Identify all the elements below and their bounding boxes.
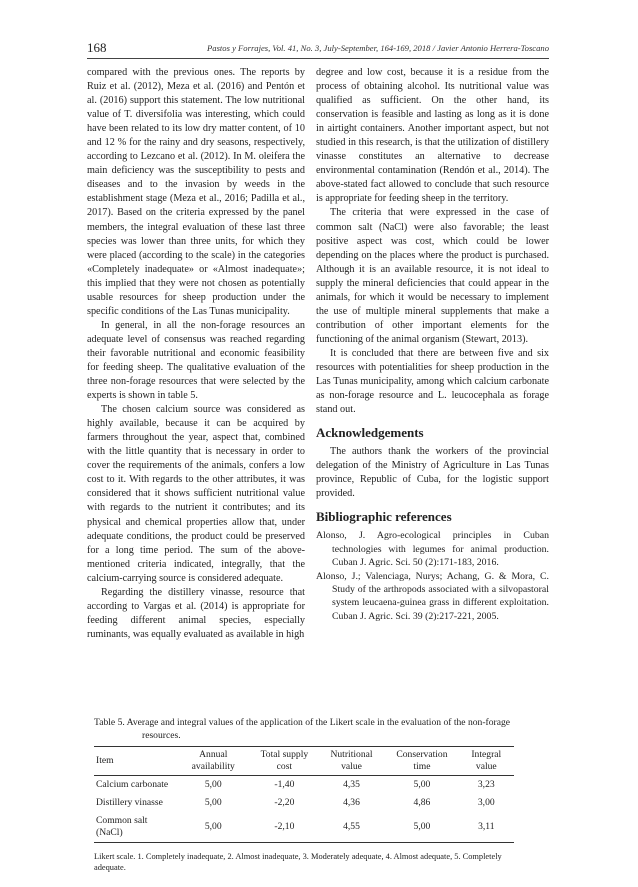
paragraph: degree and low cost, because it is a residue from the process of obtaining alcohol. Its nutritional value was qualified as sufficient. On the other hand, its conservation is feasible and lasting as long as it is done in airtight containers. Another important aspect, but not studied in this research, is that the utilization of distillery vinasse constitutes an alternative to decrease environmental contamination (Rendón et al., 2014). The above-stated fact allowed to conclude that such resource is appropriate for feeding sheep in the territory. (316, 67, 549, 205)
table-cell: 4,55 (343, 821, 360, 832)
table-cell: 3,23 (477, 779, 495, 790)
likert-table (94, 746, 514, 843)
table-cell: 4,86 (413, 797, 431, 808)
column-header: Conservation time (396, 749, 448, 772)
reference-item: Alonso, J. Agro-ecological principles in Cuban technologies with legumes for animal production. Cuban J. Agric. Sci. 50 (2):171-183, 2016. (316, 530, 549, 569)
column-header: Integral value (471, 749, 502, 772)
table-row (94, 776, 514, 795)
table-cell: Calcium carbonate (96, 779, 169, 790)
header-rule (87, 58, 549, 59)
paragraph: Regarding the distillery vinasse, resource that according to Vargas et al. (2014) is appropriate for feeding different animal species, especially ruminants, was equally evaluated as available in high (87, 586, 305, 640)
column-header: Nutritional value (330, 749, 373, 772)
table-cell: 4,35 (343, 779, 360, 790)
column-header: Total supply cost (260, 749, 309, 772)
table-cell: 5,00 (204, 797, 222, 808)
column-header: Item (96, 755, 114, 766)
table-cell: 5,00 (413, 821, 431, 832)
table-cell: -2,10 (274, 821, 295, 832)
left-column (87, 66, 305, 642)
table-cell: -2,20 (274, 797, 295, 808)
reference-item: Alonso, J.; Valenciaga, Nurys; Achang, G. & Mora, C. Study of the arthropods associated with a silvopastoral system leucaena-guinea grass in different exploitation. Cuban J. Agric. Sci. 39 (2):217-221, 2005. (316, 570, 549, 622)
bibliography-heading: Bibliographic references (316, 509, 452, 525)
paragraph: compared with the previous ones. The reports by Ruiz et al. (2012), Meza et al. (2016) and Pentón et al. (2016) support this statement. The low nutritional value of T. diversifolia was interesting, which could have been related to its low dry matter content, of 10 and 12 % for the rainy and dry seasons, respectively, according to Lezcano et al. (2012). In M. oleifera the main deficiency was the susceptibility to pests and diseases and to the invasion by weeds in the establishment stage (Meza et al., 2016; Padilla et al., 2017). Based on the criteria expressed by the panel members, the integral evaluation of these last three species was lower than three units, for which they were placed (according to the scale) in the categories «Completely inadequate» or «Almost inadequate»; this implied that they were not chosen as potentially usable resources for sheep production under the specific conditions of the Las Tunas municipality. (87, 67, 305, 317)
paragraph: The criteria that were expressed in the case of common salt (NaCl) were also favorable; the least positive aspect was cost, which could be lower depending on the places where the product is purchased. Although it is an available resource, it is not ideal to supply the mineral deficiencies that could appear in the animals, for which it would be necessary to implement the use of multiple mineral supplements that make a contribution of other important elements for the functioning of the animal organism (Stewart, 2013). (316, 207, 549, 345)
table-cell: 5,00 (204, 779, 222, 790)
table-note: Likert scale. 1. Completely inadequate, 2. Almost inadequate, 3. Moderately adequate, 4. Almost adequate, 5. Completely adequate. (94, 852, 502, 872)
table-caption: Table 5. Average and integral values of the application of the Likert scale in the evaluation of the non-forage resources. (94, 717, 511, 741)
right-column (316, 66, 549, 623)
column-header: Annual availability (191, 749, 235, 772)
paragraph: It is concluded that there are between five and six resources with potentialities for sheep production in the Las Tunas municipality, among which calcium carbonate as non-forage resource and L. leucocephala as forage stand out. (316, 347, 549, 416)
acknowledgements-text: The authors thank the workers of the provincial delegation of the Ministry of Agriculture in Las Tunas province, Republic of Cuba, for the logistic support provided. (316, 446, 549, 500)
paragraph: The chosen calcium source was considered as highly available, because it can be acquired by farmers throughout the year, aspect that, combined with the little quantity that is necessary in order to cover the requirements of the animals, confers a low cost to it. With regards to the other attributes, it was considered that it shows sufficient nutritional value with regards to the nutrient it contributes; and its physical and chemical properties allow that, under adequate conditions, the product could be preserved for a long time period. The sum of the above-mentioned criteria indicated, integrally, that the calcium-carrying source is considered adequate. (87, 404, 305, 584)
table-5 (94, 717, 514, 873)
table-cell: 5,00 (413, 779, 431, 790)
table-header-row (94, 747, 514, 776)
table-cell: -1,40 (274, 779, 295, 790)
table-row (94, 812, 514, 843)
table-cell: Distillery vinasse (96, 797, 163, 808)
page-number: 168 (87, 40, 107, 55)
table-cell: 5,00 (204, 821, 222, 832)
table-row (94, 794, 514, 812)
table-cell: Common salt (NaCl) (96, 815, 148, 838)
acknowledgements-heading: Acknowledgements (316, 425, 424, 441)
table-cell: 4,36 (343, 797, 360, 808)
table-cell: 3,00 (477, 797, 495, 808)
running-head: Pastos y Forrajes, Vol. 41, No. 3, July-September, 164-169, 2018 / Javier Antonio Herrera-Toscano (207, 43, 549, 53)
paragraph: In general, in all the non-forage resources an adequate level of consensus was reached regarding their favorable nutritional and economic feasibility for feeding sheep. The qualitative evaluation of the three non-forage resources that were selected by the experts is shown in table 5. (87, 319, 305, 402)
table-cell: 3,11 (478, 821, 495, 832)
page-header (87, 40, 549, 58)
